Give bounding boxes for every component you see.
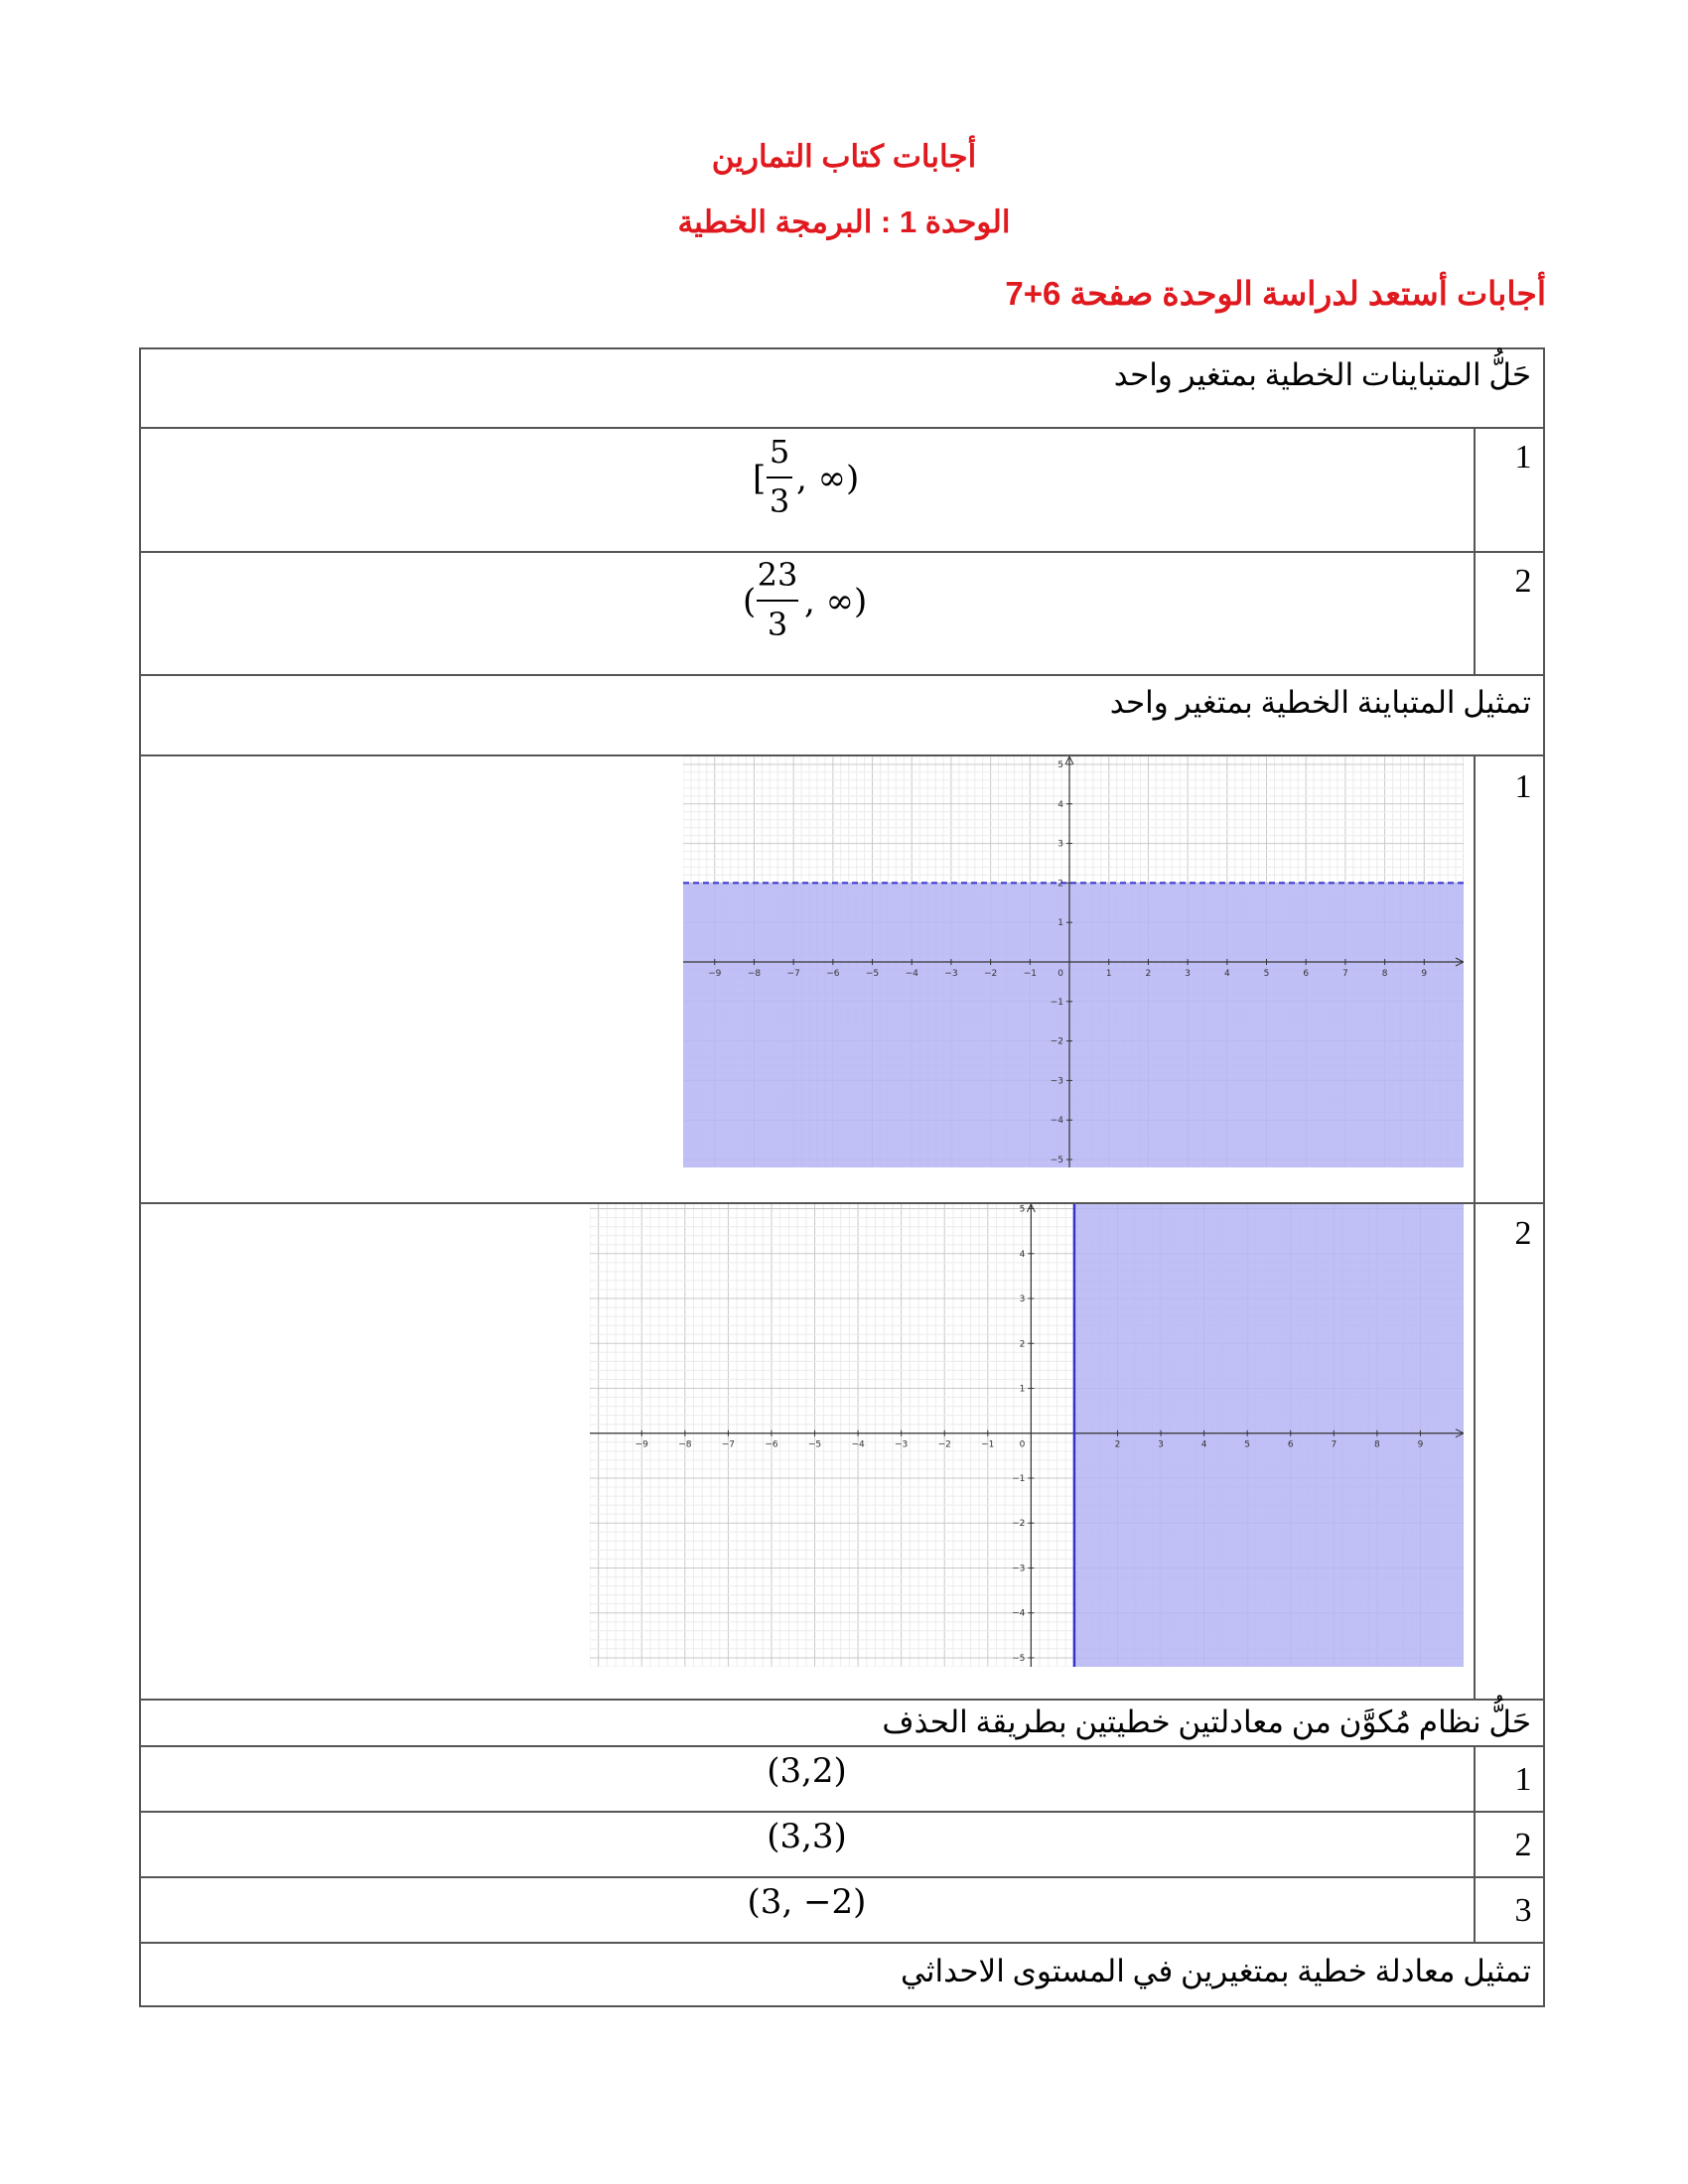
section-heading: حَلُّ نظام مُكوَّن من معادلتين خطيتين بطريقة الحذف xyxy=(882,1705,1531,1739)
y-tick-label: −4 xyxy=(1050,1116,1064,1127)
x-tick-label: −7 xyxy=(721,1439,736,1450)
x-tick-label: −3 xyxy=(944,969,958,979)
x-tick-label: −4 xyxy=(905,969,918,979)
solution-region xyxy=(1074,1204,1464,1667)
table-divider xyxy=(139,674,1545,676)
section-heading: تمثيل المتباينة الخطية بمتغير واحد xyxy=(1109,685,1531,720)
y-tick-label: 2 xyxy=(1019,1339,1026,1350)
row-number: 3 xyxy=(1514,1892,1532,1929)
number-column-divider xyxy=(1474,754,1476,1701)
x-tick-label: −9 xyxy=(708,969,722,979)
table-border xyxy=(139,2005,1545,2007)
y-tick-label: −5 xyxy=(1012,1653,1026,1664)
interval-rest: , ∞) xyxy=(796,459,860,498)
section-heading: تمثيل معادلة خطية بمتغيرين في المستوى الاحداثي xyxy=(901,1954,1531,1988)
y-tick-label: −1 xyxy=(1012,1473,1026,1484)
answers-table xyxy=(139,347,1545,2007)
row-number: 1 xyxy=(1514,768,1532,805)
y-tick-label: −5 xyxy=(1050,1156,1064,1166)
x-tick-label: −8 xyxy=(747,969,762,979)
table-divider xyxy=(139,551,1545,553)
x-tick-label: 5 xyxy=(1263,969,1270,979)
x-tick-label: 6 xyxy=(1287,1439,1294,1450)
system-solution: (3,2) xyxy=(767,1751,847,1791)
section-title: أجابات أستعد لدراسة الوحدة صفحة 6+7 xyxy=(1005,275,1546,312)
y-tick-label: −1 xyxy=(1050,997,1064,1008)
origin-label: 0 xyxy=(1019,1439,1026,1450)
y-tick-label: −2 xyxy=(1050,1036,1064,1047)
y-tick-label: 5 xyxy=(1019,1204,1026,1215)
y-tick-label: 3 xyxy=(1057,839,1064,850)
y-tick-label: 2 xyxy=(1057,879,1064,889)
x-tick-label: −2 xyxy=(983,969,998,979)
table-divider xyxy=(139,1942,1545,1944)
x-tick-label: 1 xyxy=(1105,969,1112,979)
x-tick-label: −5 xyxy=(807,1439,822,1450)
system-solution: (3, −2) xyxy=(747,1882,867,1922)
inequality-graph-2 xyxy=(590,1204,1464,1667)
number-column-divider xyxy=(1474,427,1476,676)
fraction-numerator: 23 xyxy=(757,556,798,594)
table-divider xyxy=(139,427,1545,429)
interval-rest: , ∞) xyxy=(804,582,868,621)
y-tick-label: 4 xyxy=(1019,1249,1026,1260)
y-tick-label: 5 xyxy=(1057,759,1064,770)
x-tick-label: 3 xyxy=(1158,1439,1164,1450)
x-tick-label: 3 xyxy=(1185,969,1191,979)
y-tick-label: −4 xyxy=(1012,1608,1026,1619)
y-tick-label: −3 xyxy=(1012,1564,1026,1574)
x-tick-label: −4 xyxy=(851,1439,865,1450)
page-title: أجابات كتاب التمارين xyxy=(711,139,977,174)
table-divider xyxy=(139,1876,1545,1878)
row-number: 1 xyxy=(1514,1761,1532,1798)
x-tick-label: −9 xyxy=(634,1439,648,1450)
x-tick-label: −6 xyxy=(765,1439,778,1450)
row-number: 2 xyxy=(1514,1827,1532,1863)
x-tick-label: 8 xyxy=(1374,1439,1380,1450)
table-divider xyxy=(139,1745,1545,1747)
x-tick-label: −1 xyxy=(981,1439,995,1450)
y-tick-label: 1 xyxy=(1019,1384,1026,1395)
y-tick-label: 3 xyxy=(1019,1295,1026,1305)
x-tick-label: 7 xyxy=(1331,1439,1337,1450)
interval-open-bracket: [ xyxy=(753,459,767,498)
y-tick-label: 1 xyxy=(1057,918,1064,929)
x-tick-label: 9 xyxy=(1417,1439,1424,1450)
system-solution: (3,3) xyxy=(767,1817,847,1856)
x-tick-label: −3 xyxy=(895,1439,909,1450)
inequality-graph-1 xyxy=(683,756,1464,1167)
unit-title: الوحدة 1 : البرمجة الخطية xyxy=(677,205,1011,239)
fraction-numerator: 5 xyxy=(769,433,790,471)
x-tick-label: 8 xyxy=(1381,969,1388,979)
fraction-bar xyxy=(757,600,798,602)
table-border xyxy=(139,347,1545,349)
x-tick-label: −2 xyxy=(937,1439,951,1450)
x-tick-label: 5 xyxy=(1244,1439,1251,1450)
x-tick-label: −7 xyxy=(786,969,800,979)
y-tick-label: 4 xyxy=(1057,799,1064,810)
x-tick-label: 2 xyxy=(1114,1439,1121,1450)
table-divider xyxy=(139,1811,1545,1813)
x-tick-label: 4 xyxy=(1200,1439,1207,1450)
x-tick-label: 6 xyxy=(1303,969,1310,979)
fraction-bar xyxy=(767,477,792,478)
x-tick-label: −1 xyxy=(1023,969,1037,979)
fraction-denominator: 3 xyxy=(769,482,790,520)
x-tick-label: 4 xyxy=(1223,969,1230,979)
y-tick-label: −2 xyxy=(1012,1519,1026,1530)
row-number: 1 xyxy=(1514,439,1532,476)
x-tick-label: 7 xyxy=(1342,969,1348,979)
x-tick-label: −8 xyxy=(678,1439,692,1450)
section-heading: حَلُّ المتباينات الخطية بمتغير واحد xyxy=(1113,357,1531,392)
x-tick-label: −5 xyxy=(865,969,880,979)
row-number: 2 xyxy=(1514,563,1532,600)
x-tick-label: 9 xyxy=(1421,969,1428,979)
y-tick-label: −3 xyxy=(1050,1076,1064,1087)
interval-open-bracket: ( xyxy=(743,582,757,621)
row-number: 2 xyxy=(1514,1215,1532,1252)
x-tick-label: −6 xyxy=(826,969,840,979)
origin-label: 0 xyxy=(1057,969,1064,979)
table-divider xyxy=(139,1699,1545,1701)
x-tick-label: 2 xyxy=(1145,969,1152,979)
fraction-denominator: 3 xyxy=(767,606,788,643)
solution-region xyxy=(683,883,1464,1167)
